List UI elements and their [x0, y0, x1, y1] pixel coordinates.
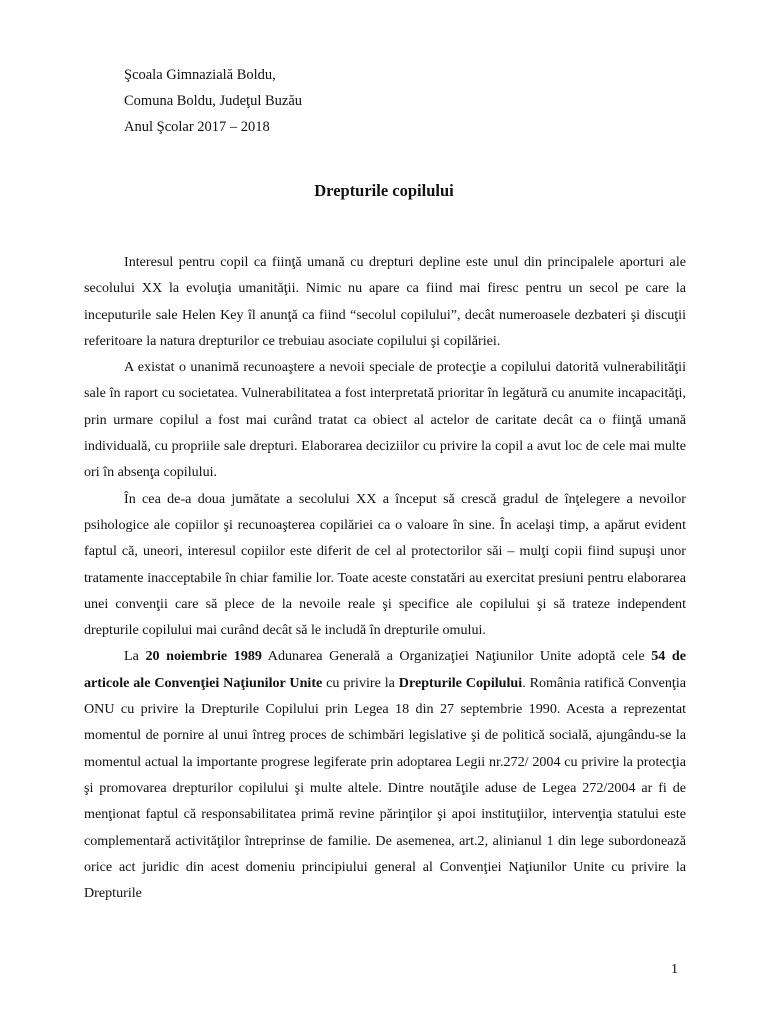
bold-text: 54 de articole ale Convenţiei Naţiunilor Unite	[84, 648, 687, 691]
paragraph-text: . România ratifică Convenţia ONU cu privire la Drepturile Copilului prin Legea 18 din 27 septembrie 1990. Acesta a reprezentat momentul de pornire al unui întreg proces de schimbări legislative şi de politică socială, ajungându-se la momentul actual la importante progrese legiferate prin adoptarea Legii nr.272/ 2004 cu privire la protecţia şi promovarea drepturilor copilului şi multe altele. Dintre noutăţile aduse de Legea 272/2004 ar fi de menţionat faptul că responsabilitatea primă revine părinţilor şi apoi instituţiilor, intervenţia statului este complementară activităţilor întreprinse de familie. De asemenea, art.2, alinianul 1 din lege subordonează orice act juridic din acest domeniu principiului general al Convenţiei Naţiunilor Unite cu privire la Drepturile	[84, 674, 687, 902]
document-body	[84, 249, 686, 906]
paragraph-text: La	[124, 648, 146, 665]
document-header	[124, 62, 302, 140]
school-name: Şcoala Gimnazială Boldu,	[124, 67, 276, 83]
bold-text: Drepturile Copilului	[398, 674, 523, 691]
body-paragraph	[84, 643, 686, 906]
body-paragraph	[84, 354, 686, 485]
paragraph-text: A existat o unanimă recunoaştere a nevoii speciale de protecţie a copilului datorită vulnerabilităţii sale în raport cu societatea. Vulnerabilitatea a fost interpretată prioritar în legătură cu anumite incapacităţi, prin urmare copilul a fost mai curând tratat ca obiect al actelor de caritate decât ca o fiinţă umană individuală, cu propriile sale drepturi. Elaborarea deciziilor cu privire la copil a avut loc de cele mai multe ori în absenţa copilului.	[84, 359, 686, 481]
body-paragraph	[84, 249, 686, 354]
school-year: Anul Şcolar 2017 – 2018	[124, 119, 270, 135]
document-title: Drepturile copilului	[314, 181, 454, 200]
school-location: Comuna Boldu, Judeţul Buzău	[124, 93, 303, 109]
paragraph-text: În cea de-a doua jumătate a secolului XX a început să crescă gradul de înţelegere a nevoilor psihologice ale copiilor şi recunoaşterea copilăriei ca o valoare în sine. În acelaşi timp, a apărut evident faptul că, uneori, interesul copiilor este diferit de cel al protectorilor săi – mulţi copii fiind supuşi unor tratamente inacceptabile în chiar familie lor. Toate aceste constatări au exercitat presiuni pentru elaborarea unei convenţii care să plece de la nevoile reale şi specifice ale copilului şi să trateze independent drepturile copilului mai curând decât să le includă în drepturile omului.	[84, 490, 686, 639]
bold-text: 20 noiembrie 1989	[145, 648, 262, 665]
body-paragraph	[84, 486, 686, 644]
page-number: 1	[671, 962, 678, 977]
paragraph-text: Interesul pentru copil ca fiinţă umană cu drepturi depline este unul din principalele aporturi ale secolului XX la evoluţia umanităţii. Nimic nu apare ca fiind mai firesc pentru un secol pe care la inceputurile sale Helen Key îl anunţă ca fiind “secolul copilului”, decât numeroasele dezbateri şi discuţii referitoare la natura drepturilor ce trebuiau asociate copilului şi copilăriei.	[84, 254, 686, 349]
paragraph-text: cu privire la	[322, 674, 399, 691]
paragraph-text: Adunarea Generală a Organizaţiei Naţiunilor Unite adoptă cele	[261, 648, 652, 665]
